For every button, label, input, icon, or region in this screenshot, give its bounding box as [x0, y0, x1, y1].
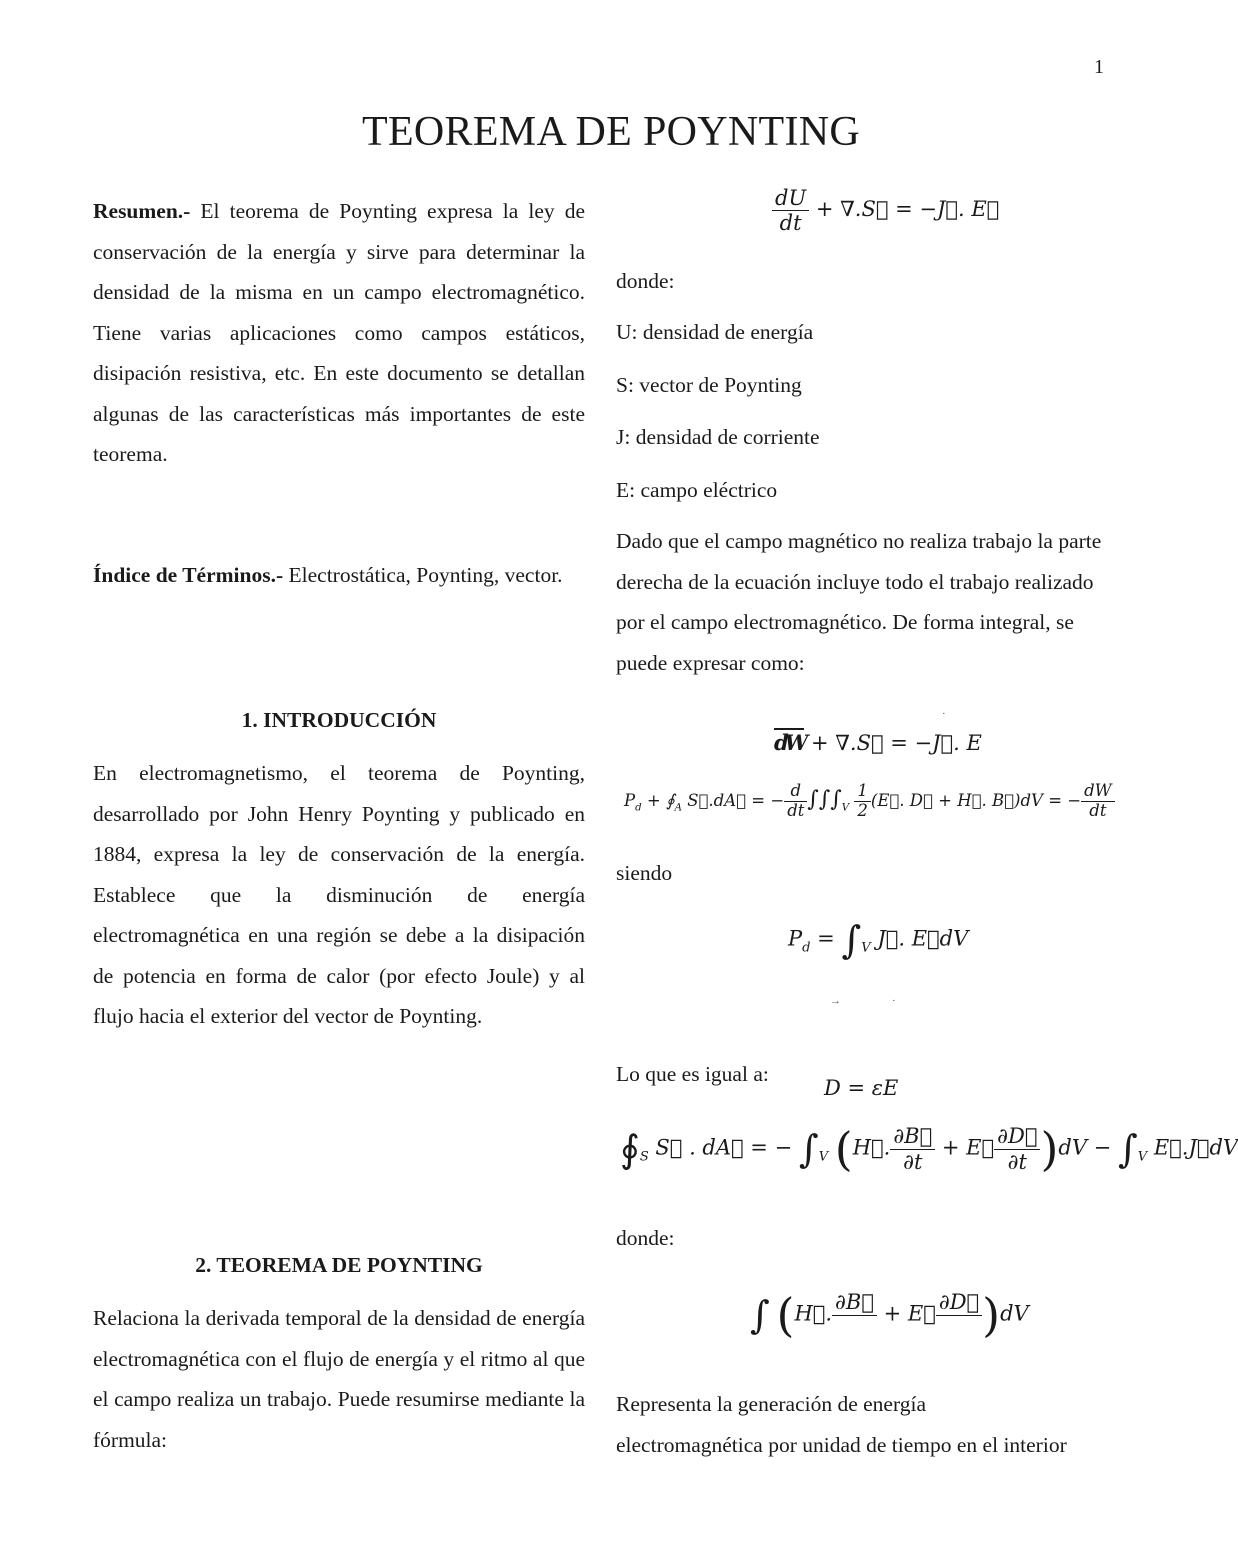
- section-heading-introduccion: 1. INTRODUCCIÓN: [241, 708, 437, 732]
- donde-label-1: donde:: [616, 269, 675, 293]
- equation-displacement: D = εE: [824, 1076, 899, 1100]
- section-heading-teorema: 2. TEOREMA DE POYNTING: [195, 1253, 483, 1277]
- equation-poynting-integral: $P_d$ + $∮_A$ S⃗.dA⃗ = − $\frac{d}{dt}$ $\int\int\int_V$ $\frac{1}{2}$ (E⃗. D⃗ + H⃗. B⃗)dV = − $\frac{dW}{dt}$: [624, 782, 1115, 821]
- equation-poynting-expanded: $∮_S$ S⃗ . dA⃗ = − $\int_V$ (H⃗. $\frac{\partial B⃗}{\partial t}$ + E⃗ $\frac{\partial D⃗}{\partial t}$ )$dV - \int_V$ E⃗.J⃗dV: [620, 1122, 1238, 1176]
- equation-generation-term: ∫ (H⃗. ∂B⃗ + E⃗ ∂D⃗ )dV: [750, 1288, 1029, 1342]
- stray-arrow-mark: →: [830, 995, 841, 1007]
- lo-que-es-igual-label: Lo que es igual a:: [616, 1062, 769, 1086]
- closing-line-2: electromagnética por unidad de tiempo en el interior: [616, 1433, 1067, 1457]
- definition-e: E: campo eléctrico: [616, 478, 778, 502]
- page-title: TEOREMA DE POYNTING: [361, 109, 860, 155]
- donde-label-2: donde:: [616, 1226, 675, 1250]
- theorem-paragraph: Relaciona la derivada temporal de la densidad de energía electromagnética con el flujo de energía y el ritmo al que el campo realiza un trabajo. Puede resumirse mediante la fórmula:: [93, 1306, 585, 1452]
- equation-overlap: dW + ∇.S⃗ = −J⃗. E: [774, 730, 982, 755]
- index-text: Electrostática, Poynting, vector.: [283, 563, 563, 587]
- introduction-paragraph: En electromagnetismo, el teorema de Poynting, desarrollado por John Henry Poynting y publicado en 1884, expresa la ley de conservación de la energía. Establece que la disminución de energía electromagnética en una región se debe a la disipación de potencia en forma de calor (por efecto Joule) y al flujo hacia el exterior del vector de Poynting.: [93, 761, 585, 1028]
- index-terms: [93, 555, 585, 596]
- abstract: [93, 191, 585, 475]
- abstract-label: Resumen.-: [93, 199, 191, 223]
- stray-mark: ·: [942, 708, 946, 720]
- equation-dissipated-power: $P_d = \int_V$ J⃗. E⃗dV: [788, 918, 969, 962]
- closing-line-1: Representa la generación de energía: [616, 1392, 926, 1416]
- definition-u: U: densidad de energía: [616, 320, 814, 344]
- definition-s: S: vector de Poynting: [616, 373, 802, 397]
- definition-j: J: densidad de corriente: [616, 425, 820, 449]
- integral-intro-paragraph: Dado que el campo magnético no realiza trabajo la parte derecha de la ecuación incluye todo el trabajo realizado por el campo electromagnético. De forma integral, se puede expresar como:: [616, 529, 1102, 675]
- abstract-text: El teorema de Poynting expresa la ley de conservación de la energía y sirve para determinar la densidad de la misma en un campo electromagnético. Tiene varias aplicaciones como campos estáticos, disipación resistiva, etc. En este documento se detallan algunas de las características más importantes de este teorema.: [93, 199, 585, 466]
- equation-poynting-differential: $\frac{dU}{dt}$ + ∇.S⃗ = −J⃗. E⃗: [772, 186, 999, 235]
- siendo-label: siendo: [616, 861, 673, 885]
- stray-dot-mark: ·: [892, 995, 896, 1007]
- page-number: 1: [1094, 56, 1104, 78]
- index-label: Índice de Términos.-: [93, 563, 284, 587]
